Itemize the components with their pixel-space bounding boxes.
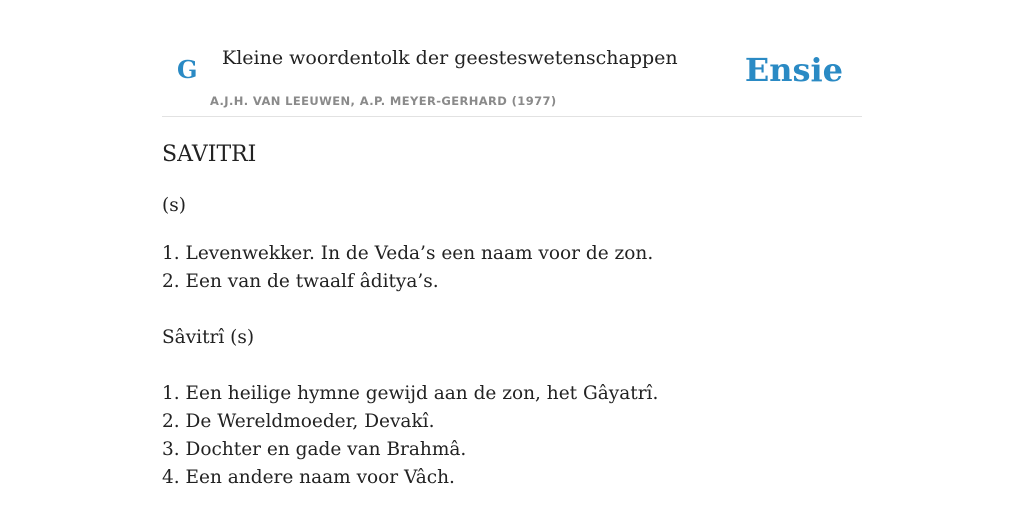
- definition-item: 1. Levenwekker. In de Veda’s een naam voor de zon.: [162, 243, 654, 264]
- header: [162, 0, 862, 117]
- entry-language-tag: (s): [162, 195, 186, 216]
- entry-title: SAVITRI: [162, 142, 257, 167]
- definition-item: 1. Een heilige hymne gewijd aan de zon, het Gâyatrî.: [162, 383, 659, 404]
- entry-variant-heading: Sâvitrî (s): [162, 327, 255, 348]
- definition-item: 3. Dochter en gade van Brahmâ.: [162, 439, 467, 460]
- book-authors: A.J.H. VAN LEEUWEN, A.P. MEYER-GERHARD (1977): [210, 94, 557, 108]
- publication-logo-icon[interactable]: G: [177, 55, 198, 84]
- definition-item: 4. Een andere naam voor Vâch.: [162, 467, 455, 488]
- site-logo[interactable]: Ensie: [744, 51, 843, 89]
- book-title[interactable]: Kleine woordentolk der geesteswetenschappen: [222, 47, 678, 69]
- definition-list: [162, 240, 862, 296]
- definition-list: [162, 380, 862, 492]
- definition-item: 2. Een van de twaalf âditya’s.: [162, 271, 439, 292]
- entry-content: [162, 138, 862, 492]
- definition-item: 2. De Wereldmoeder, Devakî.: [162, 411, 435, 432]
